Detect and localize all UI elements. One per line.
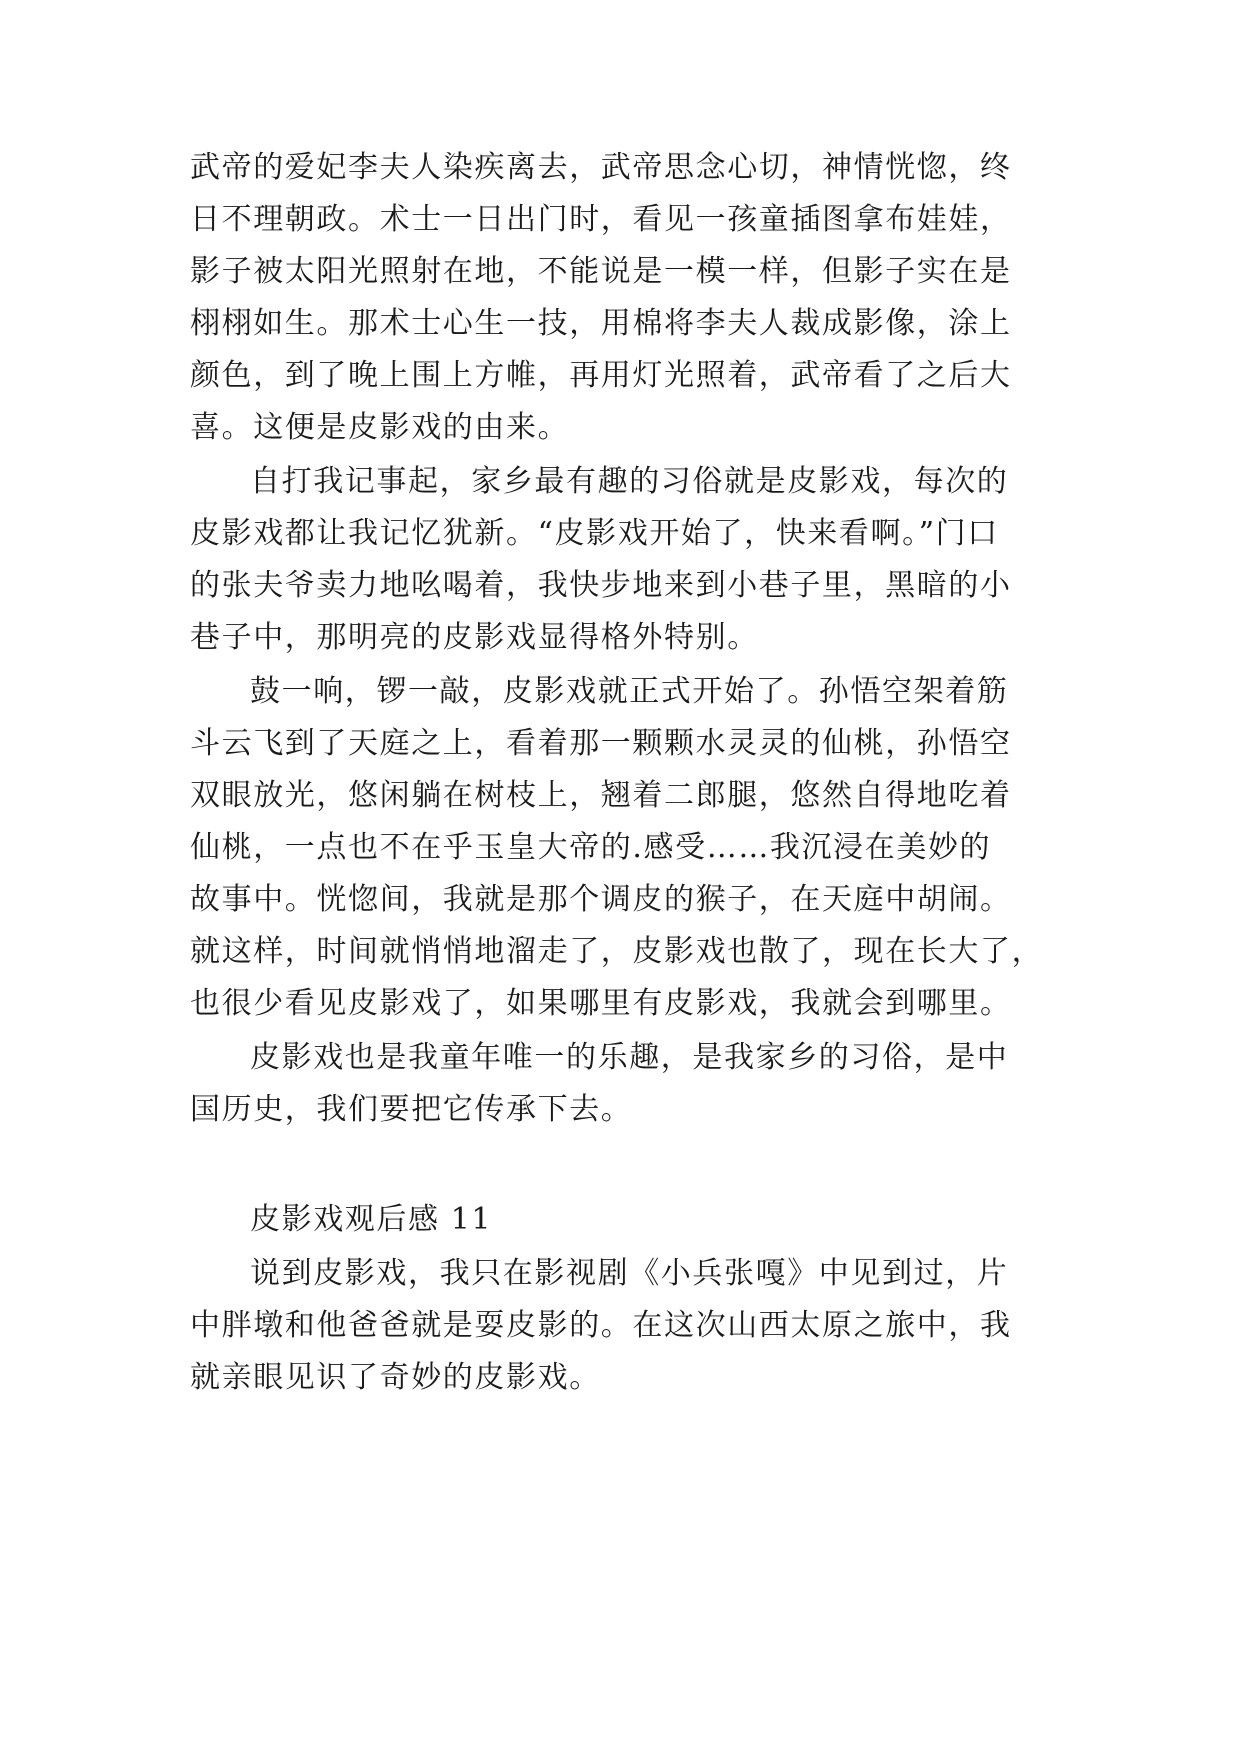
paragraph-start-line: 自打我记事起，家乡最有趣的习俗就是皮影戏，每次的 — [250, 464, 1009, 499]
text-line: 的张夫爷卖力地吆喝着，我快步地来到小巷子里，黑暗的小 — [190, 568, 1012, 603]
text-line: 栩栩如生。那术士心生一技，用棉将李夫人裁成影像，涂上 — [190, 306, 1012, 341]
text-line: 双眼放光，悠闲躺在树枝上，翘着二郎腿，悠然自得地吃着 — [190, 778, 1012, 813]
paragraph-start-line: 皮影戏也是我童年唯一的乐趣，是我家乡的习俗，是中 — [250, 1040, 1009, 1075]
text-line: 也很少看见皮影戏了，如果哪里有皮影戏，我就会到哪里。 — [190, 986, 1012, 1021]
text-line: 故事中。恍惚间，我就是那个调皮的猴子，在天庭中胡闹。 — [190, 882, 1012, 917]
text-line: 就这样，时间就悄悄地溜走了，皮影戏也散了，现在长大了， — [190, 934, 1044, 969]
text-line: 巷子中，那明亮的皮影戏显得格外特别。 — [190, 620, 759, 655]
text-line: 皮影戏都让我记忆犹新。“皮影戏开始了，快来看啊。”门口 — [190, 516, 999, 551]
text-line: 颜色，到了晚上围上方帷，再用灯光照着，武帝看了之后大 — [190, 358, 1012, 393]
text-line: 喜。这便是皮影戏的由来。 — [190, 410, 570, 445]
text-line: 就亲眼见识了奇妙的皮影戏。 — [190, 1360, 601, 1395]
text-line: 影子被太阳光照射在地，不能说是一模一样，但影子实在是 — [190, 254, 1012, 289]
text-line: 仙桃，一点也不在乎玉皇大帝的.感受……我沉浸在美妙的 — [190, 830, 992, 865]
text-line: 国历史，我们要把它传承下去。 — [190, 1092, 633, 1127]
paragraph-start-line: 鼓一响，锣一敲，皮影戏就正式开始了。孙悟空架着筋 — [250, 674, 1009, 709]
text-line: 斗云飞到了天庭之上，看着那一颗颗水灵灵的仙桃，孙悟空 — [190, 726, 1012, 761]
text-line: 武帝的爱妃李夫人染疾离去，武帝思念心切，神情恍惚，终 — [190, 150, 1012, 185]
paragraph-start-line: 说到皮影戏，我只在影视剧《小兵张嘎》中见到过，片 — [250, 1256, 1009, 1291]
text-line: 日不理朝政。术士一日出门时，看见一孩童插图拿布娃娃， — [190, 202, 1012, 237]
section-heading: 皮影戏观后感 11 — [250, 1202, 493, 1237]
text-line: 中胖墩和他爸爸就是耍皮影的。在这次山西太原之旅中，我 — [190, 1308, 1012, 1343]
